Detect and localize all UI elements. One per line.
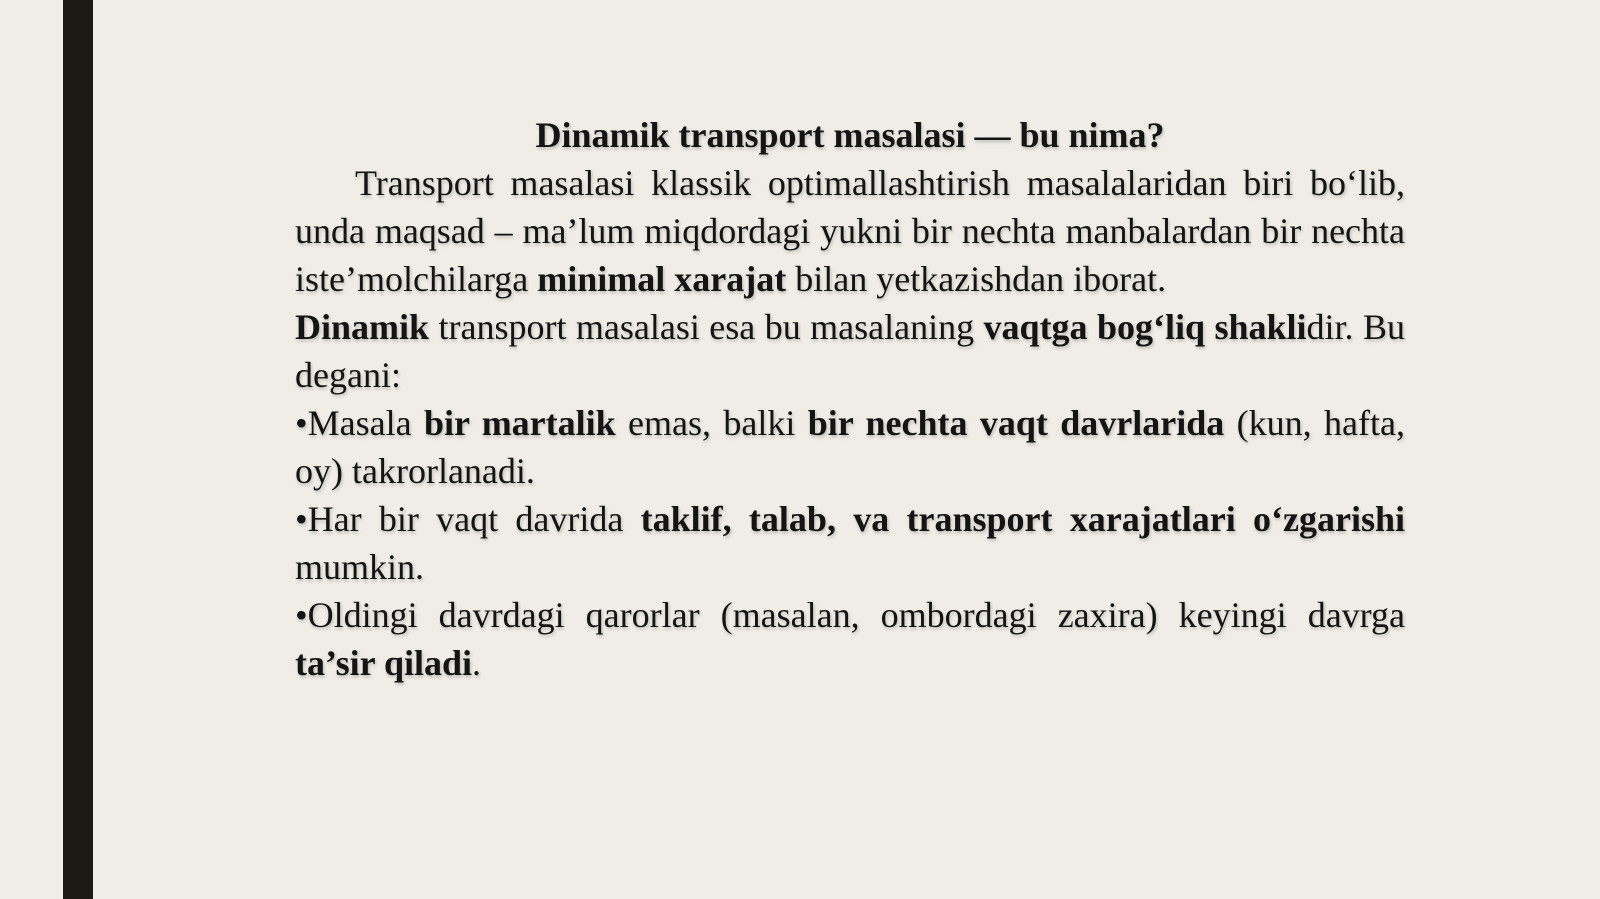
bullet-3-text-1: •Oldingi davrdagi qarorlar (masalan, ombordagi zaxira) keyingi davrga [295,595,1405,635]
intro-text-2: bilan yetkazishdan iborat. [786,259,1167,299]
dynamic-paragraph [295,303,1405,399]
dynamic-text-1: transport masalasi esa bu masalaning [429,307,984,347]
intro-paragraph [295,159,1405,303]
bullet-2-text-2: mumkin. [295,547,425,587]
bullet-1-bold-1: bir martalik [423,403,616,443]
bullet-1-text-3: (kun, hafta, oy) takrorlanadi. [295,403,1406,491]
bullet-item-2 [295,495,1405,591]
dynamic-text-2: dir. Bu degani: [295,307,1405,395]
decorative-side-bar [63,0,93,899]
bullet-1-text-1: •Masala [295,403,424,443]
intro-bold-1: minimal xarajat [537,259,787,299]
intro-text-1: Transport masalasi klassik optimallashtirish masalalaridan biri bo‘lib, unda maqsad – ma’lum miqdordagi yukni bir nechta manbalardan bir nechta iste’molchilarga [295,163,1405,299]
dynamic-bold-1: Dinamik [295,307,430,347]
bullet-item-1 [295,399,1405,495]
bullet-3-text-2: . [472,643,482,683]
slide-title: Dinamik transport masalasi — bu nima? [535,115,1165,155]
bullet-2-text-1: •Har bir vaqt davrida [295,499,641,539]
slide-content [295,111,1405,687]
bullet-1-bold-2: bir nechta vaqt davrlarida [807,403,1225,443]
bullet-3-bold-1: ta’sir qiladi [295,643,473,683]
bullet-2-bold-1: taklif, talab, va transport xarajatlari o‘zgarishi [640,499,1405,539]
bullet-item-3 [295,591,1405,687]
bullet-1-text-2: emas, balki [615,403,808,443]
dynamic-bold-2: vaqtga bog‘liq shakli [983,307,1307,347]
